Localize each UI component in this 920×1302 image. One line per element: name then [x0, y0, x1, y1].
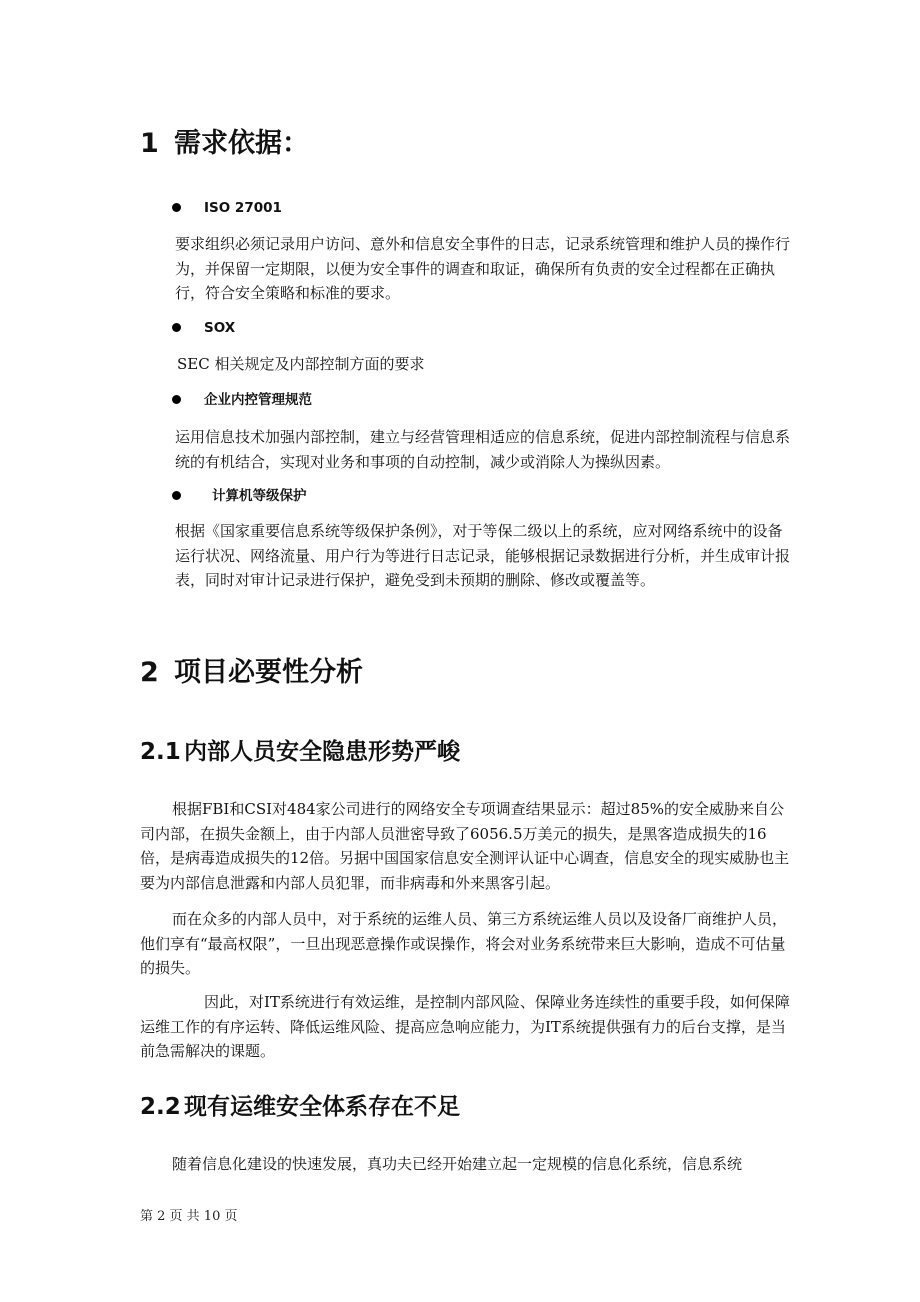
section-2-2-paragraph-1: 随着信息化建设的快速发展，真功夫已经开始建立起一定规模的信息化系统，信息系统	[172, 1155, 743, 1173]
sox-paragraph: SEC 相关规定及内部控制方面的要求	[177, 355, 425, 373]
section-2-1-paragraph-2: 而在众多的内部人员中，对于系统的运维人员、第三方系统运维人员以及设备厂商维护人员，他们享有“最高权限”，一旦出现恶意操作或误操作，将会对业务系统带来巨大影响，造成不可估量的损失。	[140, 910, 788, 977]
section-2-title: 项目必要性分析	[174, 657, 363, 688]
bullet-dot-icon	[172, 491, 181, 500]
section-2-heading	[140, 657, 363, 689]
iso27001-paragraph: 要求组织必须记录用户访问、意外和信息安全事件的日志，记录系统管理和维护人员的操作行为，并保留一定期限，以便为安全事件的调查和取证，确保所有负责的安全过程都在正确执行，符合安全策略和标准的要求。	[175, 235, 791, 302]
page-footer: 第 2 页 共 10 页	[140, 1209, 238, 1224]
bullet-label: 企业内控管理规范	[204, 392, 312, 408]
bullet-dot-icon	[172, 323, 181, 332]
section-2-1-heading	[140, 737, 460, 767]
section-1-title: 需求依据：	[174, 128, 309, 159]
section-2-number: 2	[140, 657, 159, 688]
section-1-number: 1	[140, 128, 159, 159]
bullet-label: 计算机等级保护	[212, 488, 307, 504]
section-2-1-number: 2.1	[140, 739, 181, 765]
section-2-1-paragraph-1: 根据FBI和CSI对484家公司进行的网络安全专项调查结果显示：超过85%的安全威胁来自公司内部，在损失金额上，由于内部人员泄密导致了6056.5万美元的损失，是黑客造成损失的16倍，是病毒造成损失的12倍。另据中国国家信息安全测评认证中心调查，信息安全的现实威胁也主要为内部信息泄露和内部人员犯罪，而非病毒和外来黑客引起。	[140, 800, 790, 892]
bullet-dot-icon	[172, 395, 181, 404]
section-2-1-paragraph-3: 因此，对IT系统进行有效运维，是控制内部风险、保障业务连续性的重要手段，如何保障运维工作的有序运转、降低运维风险、提高应急响应能力，为IT系统提供强有力的后台支撑，是当前急需解决的课题。	[140, 993, 790, 1060]
bullet-dot-icon	[172, 203, 181, 212]
bullet-label: SOX	[204, 320, 236, 336]
section-2-2-number: 2.2	[140, 1094, 181, 1120]
internal-control-paragraph: 运用信息技术加强内部控制，建立与经营管理相适应的信息系统，促进内部控制流程与信息系统的有机结合，实现对业务和事项的自动控制，减少或消除人为操纵因素。	[175, 428, 791, 471]
grade-protection-paragraph: 根据《国家重要信息系统等级保护条例》，对于等保二级以上的系统，应对网络系统中的设备运行状况、网络流量、用户行为等进行日志记录，能够根据记录数据进行分析，并生成审计报表，同时对审计记录进行保护，避免受到未预期的删除、修改或覆盖等。	[175, 522, 791, 589]
section-2-1-title: 内部人员安全隐患形势严峻	[184, 739, 460, 765]
section-1-heading	[140, 128, 309, 160]
bullet-label: ISO 27001	[204, 200, 282, 216]
section-2-2-title: 现有运维安全体系存在不足	[184, 1094, 460, 1120]
section-2-2-heading	[140, 1092, 460, 1122]
